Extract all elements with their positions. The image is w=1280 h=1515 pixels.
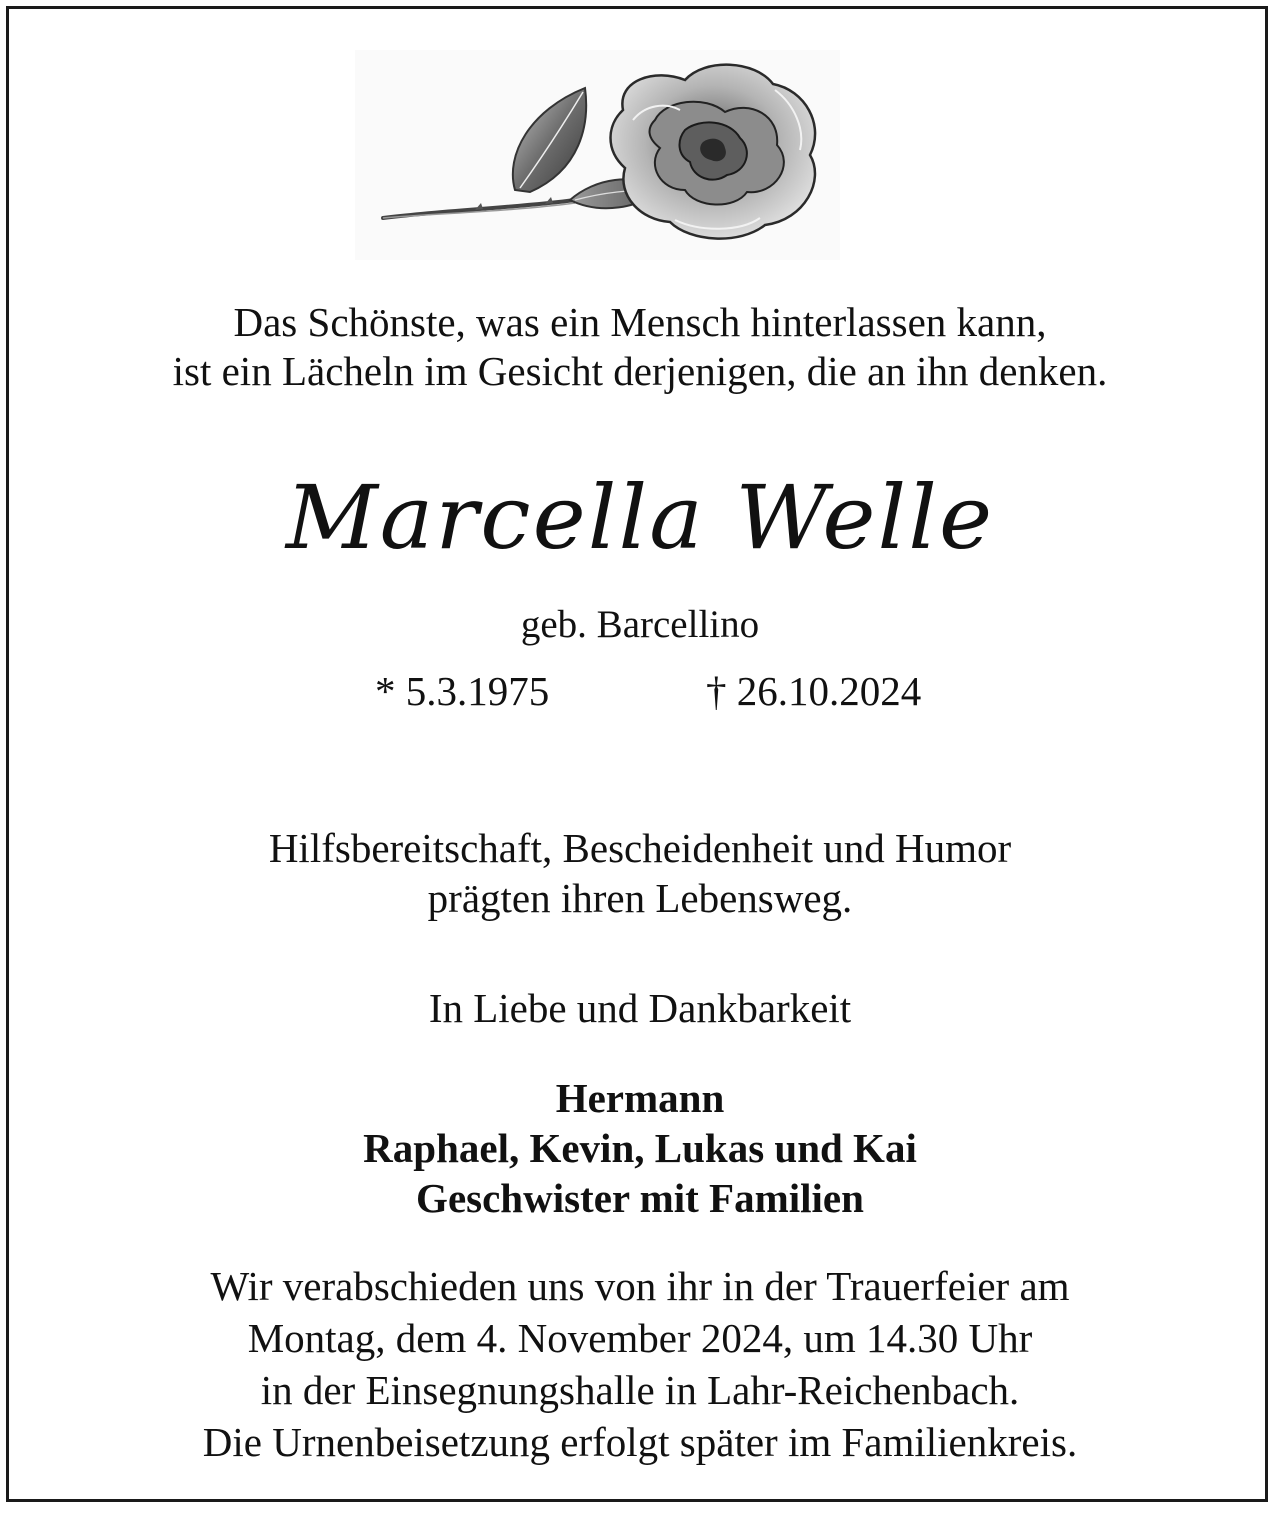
service-line-3: in der Einsegnungshalle in Lahr-Reichenbach.	[260, 1367, 1020, 1413]
service-line-1: Wir verabschieden uns von ihr in der Trauerfeier am	[210, 1263, 1070, 1309]
service-line-4: Die Urnenbeisetzung erfolgt später im Familienkreis.	[202, 1419, 1078, 1465]
deceased-name: Marcella Welle	[285, 466, 995, 569]
closing-phrase: In Liebe und Dankbarkeit	[428, 985, 852, 1031]
maiden-name: geb. Barcellino	[520, 603, 760, 646]
rose-icon	[355, 50, 840, 260]
service-details	[0, 1260, 1280, 1468]
life-dates	[0, 666, 1280, 716]
tribute-line-2: prägten ihren Lebensweg.	[427, 875, 853, 921]
birth-date: * 5.3.1975	[375, 668, 550, 714]
mourner-line: Hermann	[555, 1075, 725, 1121]
quote-line-2: ist ein Lächeln im Gesicht derjenigen, die an ihn denken.	[172, 348, 1108, 394]
tribute-text	[0, 823, 1280, 923]
service-line-2: Montag, dem 4. November 2024, um 14.30 Uhr	[247, 1315, 1033, 1361]
quote-line-1: Das Schönste, was ein Mensch hinterlassen kann,	[233, 299, 1047, 345]
death-date: † 26.10.2024	[706, 668, 922, 714]
memorial-quote	[0, 298, 1280, 396]
mourners-list	[0, 1073, 1280, 1223]
tribute-line-1: Hilfsbereitschaft, Bescheidenheit und Humor	[268, 825, 1012, 871]
mourner-line: Geschwister mit Familien	[416, 1175, 864, 1221]
mourner-line: Raphael, Kevin, Lukas und Kai	[363, 1125, 917, 1171]
